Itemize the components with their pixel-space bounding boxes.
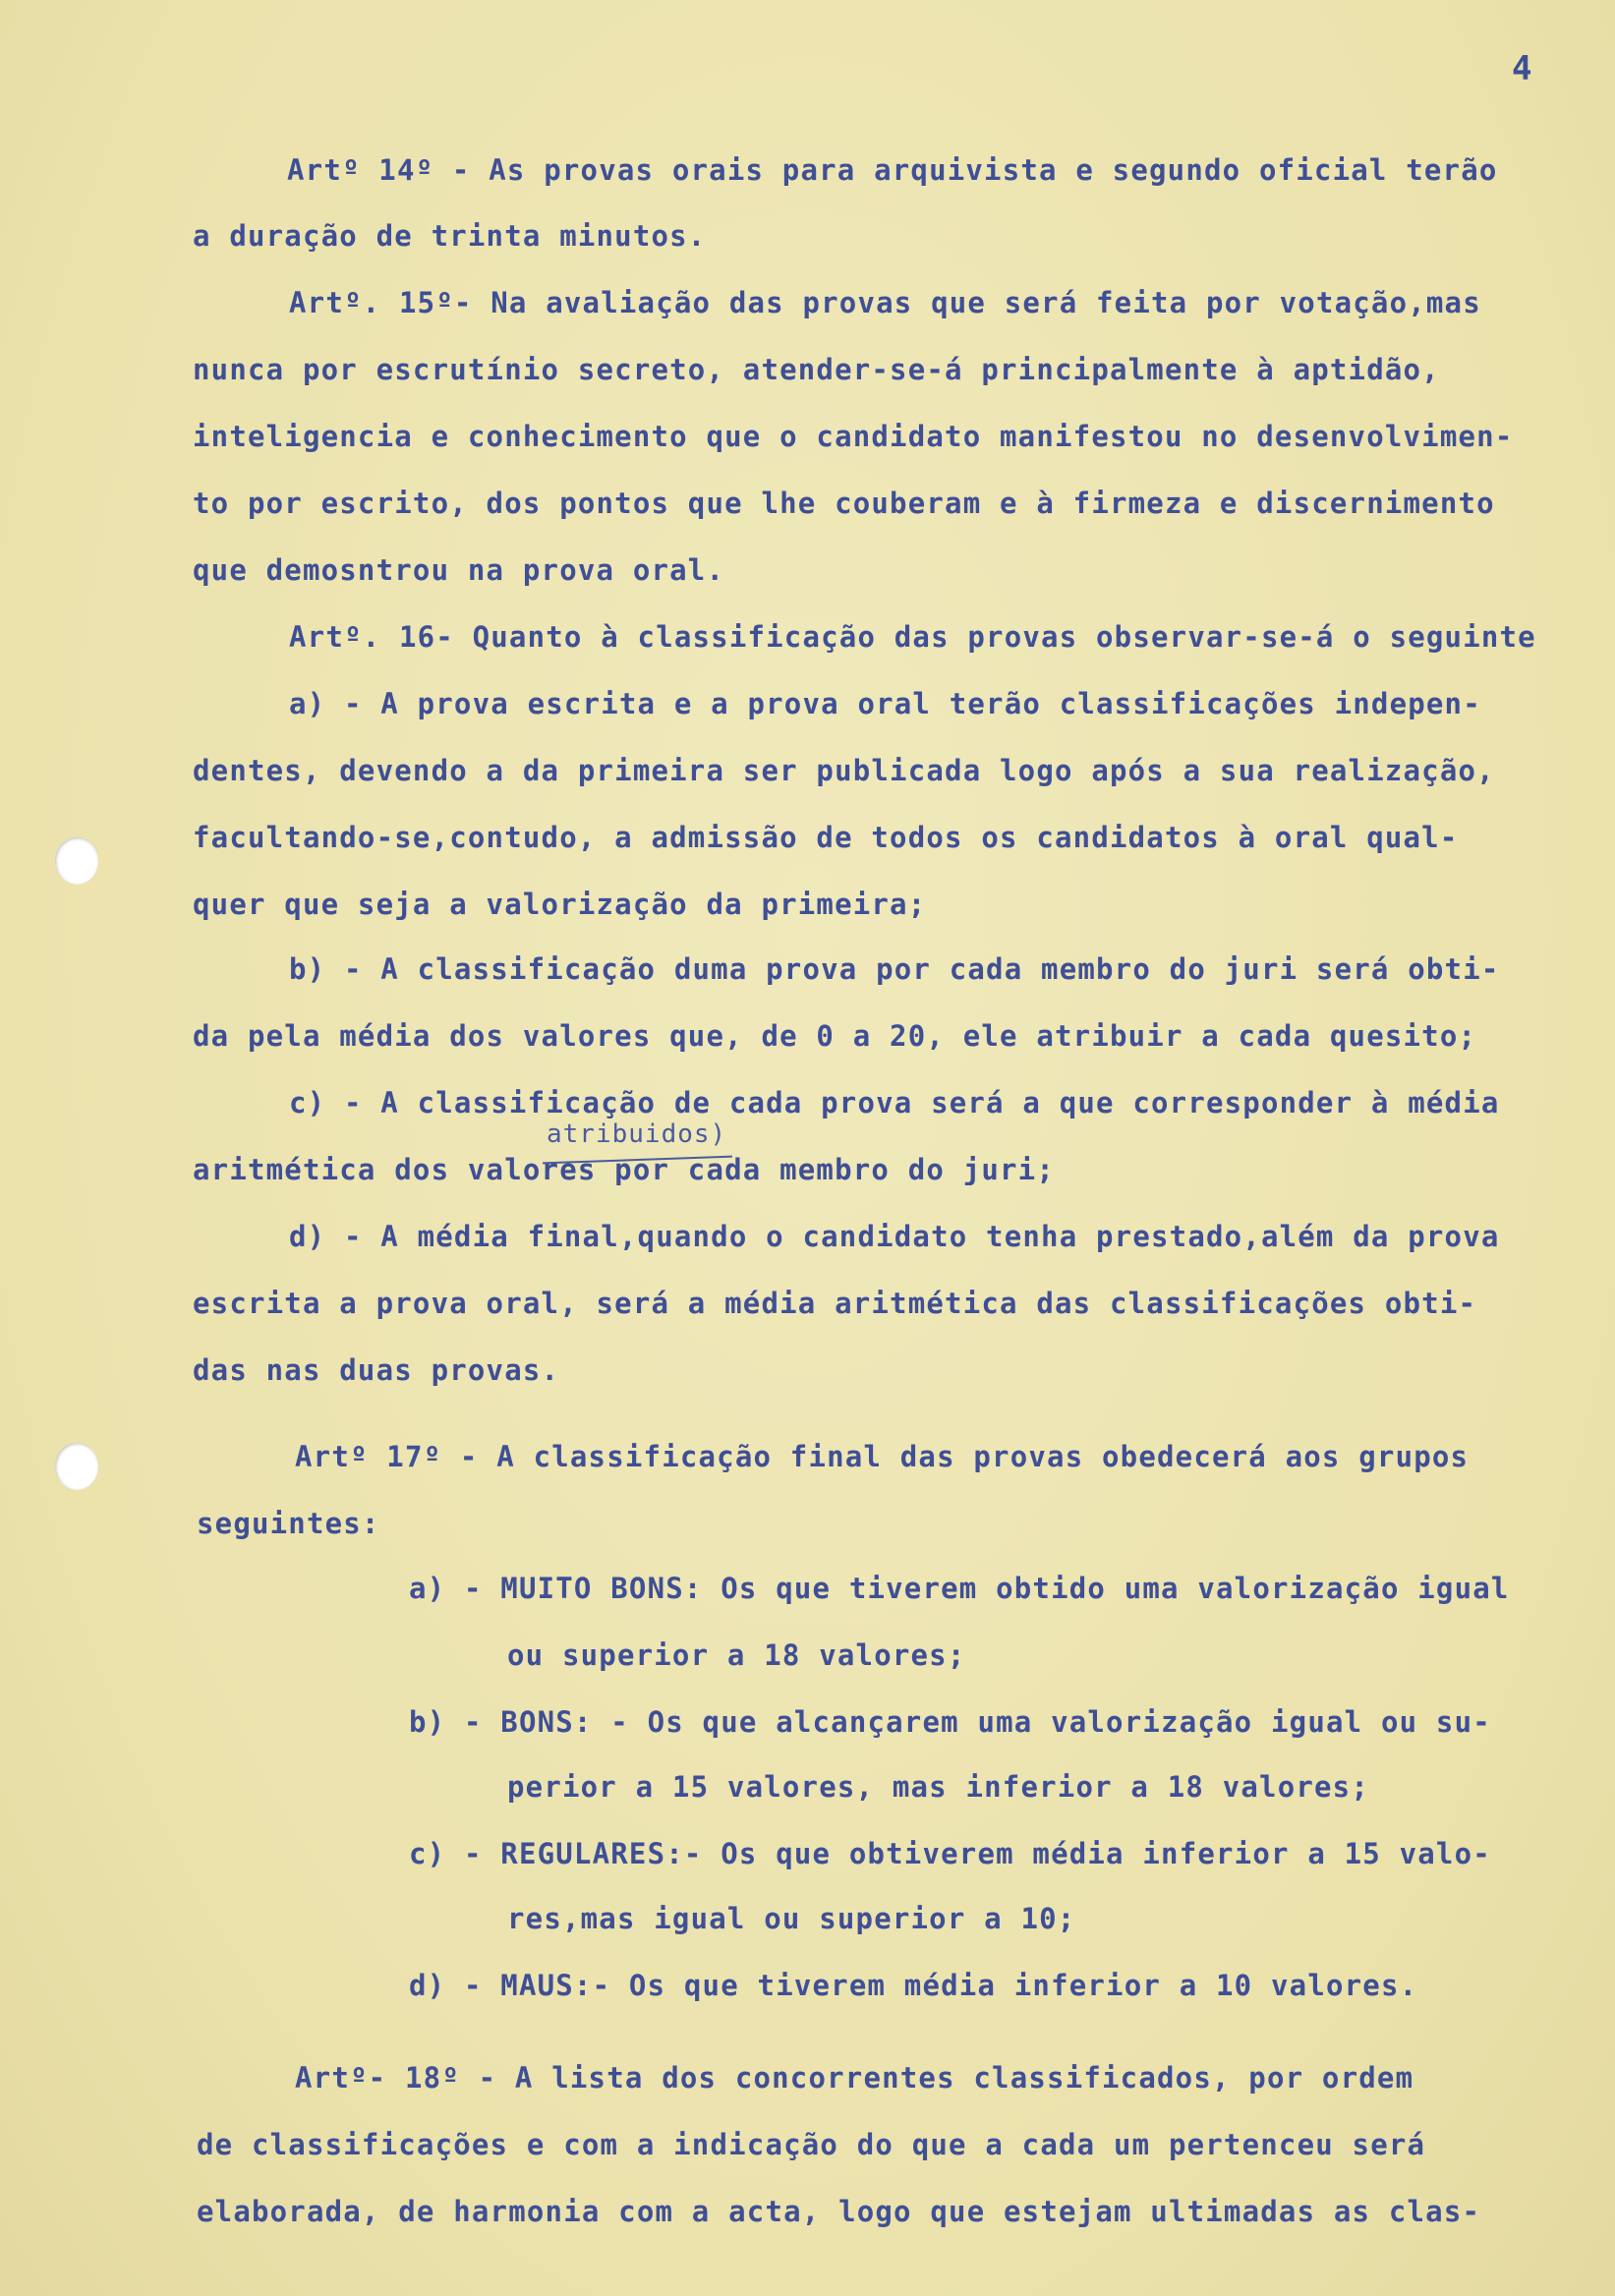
text-line: Artº- 18º - A lista dos concorrentes classificados, por ordem <box>295 2061 1414 2095</box>
page-number: 4 <box>1512 49 1532 88</box>
text-line: escrita a prova oral, será a média aritmética das classificações obti- <box>193 1287 1477 1320</box>
text-line: res,mas igual ou superior a 10; <box>507 1902 1076 1935</box>
text-line: que demosntrou na prova oral. <box>193 553 725 587</box>
text-line: a) - MUITO BONS: Os que tiverem obtido uma valorização igual <box>409 1572 1510 1605</box>
text-line: a) - A prova escrita e a prova oral terão classificações indepen- <box>289 687 1481 720</box>
text-line: facultando-se,contudo, a admissão de todos os candidatos à oral qual- <box>193 821 1459 854</box>
text-line: d) - MAUS:- Os que tiverem média inferior a 10 valores. <box>409 1969 1418 2002</box>
text-line: inteligencia e conhecimento que o candidato manifestou no desenvolvimen- <box>193 420 1514 453</box>
text-line: seguintes: <box>197 1507 380 1540</box>
text-line: to por escrito, dos pontos que lhe couberam e à firmeza e discernimento <box>193 487 1495 520</box>
text-line: dentes, devendo a da primeira ser publicada logo após a sua realização, <box>193 754 1495 787</box>
text-line: elaborada, de harmonia com a acta, logo que estejam ultimadas as clas- <box>197 2195 1481 2228</box>
text-line: de classificações e com a indicação do que a cada um pertenceu será <box>197 2128 1426 2161</box>
text-line: b) - A classificação duma prova por cada membro do juri será obti- <box>289 952 1500 986</box>
text-line: das nas duas provas. <box>193 1353 560 1387</box>
text-line: nunca por escrutínio secreto, atender-se-á principalmente à aptidão, <box>193 353 1440 386</box>
handwritten-annotation: atribuidos) <box>547 1119 727 1149</box>
text-line: perior a 15 valores, mas inferior a 18 valores; <box>507 1770 1369 1804</box>
punch-hole-top <box>55 837 98 885</box>
text-line: c) - REGULARES:- Os que obtiverem média inferior a 15 valo- <box>409 1837 1491 1870</box>
text-line: d) - A média final,quando o candidato tenha prestado,além da prova <box>289 1220 1500 1253</box>
text-line: b) - BONS: - Os que alcançarem uma valorização igual ou su- <box>409 1705 1491 1739</box>
text-line: da pela média dos valores que, de 0 a 20, ele atribuir a cada quesito; <box>193 1019 1477 1053</box>
text-line: aritmética dos valores por cada membro do juri; <box>193 1153 1055 1186</box>
text-line: Artº. 16- Quanto à classificação das provas observar-se-á o seguinte <box>289 620 1536 654</box>
text-line: a duração de trinta minutos. <box>193 219 707 253</box>
text-line: quer que seja a valorização da primeira; <box>193 888 927 921</box>
text-line: Artº. 15º- Na avaliação das provas que será feita por votação,mas <box>289 286 1481 319</box>
text-line: Artº 17º - A classificação final das provas obedecerá aos grupos <box>295 1440 1470 1473</box>
text-line: c) - A classificação de cada prova será a que corresponder à média <box>289 1086 1500 1119</box>
punch-hole-bottom <box>55 1443 98 1490</box>
text-line: Artº 14º - As provas orais para arquivista e segundo oficial terão <box>287 153 1498 187</box>
text-line: ou superior a 18 valores; <box>507 1638 966 1672</box>
